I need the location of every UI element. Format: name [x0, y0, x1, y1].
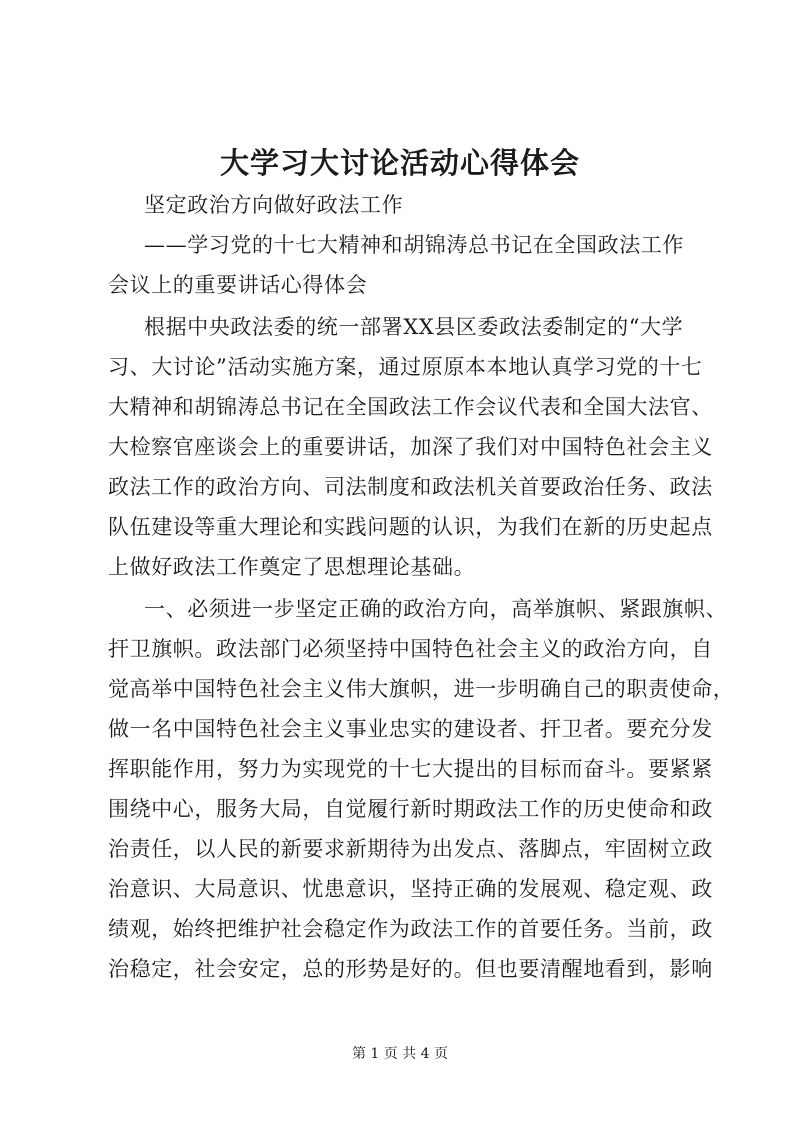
paragraph-line: 一、必须进一步坚定正确的政治方向，高举旗帜、紧跟旗帜、 [144, 597, 728, 621]
page-number-footer: 第 1 页 共 4 页 [351, 1046, 449, 1062]
paragraph-line: 治意识、大局意识、忧患意识，坚持正确的发展观、稳定观、政 [108, 877, 713, 901]
paragraph-line: 觉高举中国特色社会主义伟大旗帜，进一步明确自己的职责使命， [108, 677, 735, 701]
paragraph-line: 队伍建设等重大理论和实践问题的认识，为我们在新的历史起点 [108, 515, 713, 539]
paragraph-line: 治稳定，社会安定，总的形势是好的。但也要清醒地看到，影响 [108, 957, 713, 981]
subtitle-line-1: ——学习党的十七大精神和胡锦涛总书记在全国政法工作 [144, 233, 684, 257]
document-title: 大学习大讨论活动心得体会 [219, 146, 580, 180]
paragraph-line: 上做好政法工作奠定了思想理论基础。 [108, 555, 476, 579]
paragraph-line: 挥职能作用，努力为实现党的十七大提出的目标而奋斗。要紧紧 [108, 757, 713, 781]
paragraph-line: 围绕中心，服务大局，自觉履行新时期政法工作的历史使命和政 [108, 797, 713, 821]
paragraph-line: 政法工作的政治方向、司法制度和政法机关首要政治任务、政法 [108, 475, 713, 499]
subtitle: 坚定政治方向做好政法工作 [144, 193, 404, 217]
paragraph-line: 大精神和胡锦涛总书记在全国政法工作会议代表和全国大法官、 [108, 395, 713, 419]
subtitle-line-2: 会议上的重要讲话心得体会 [108, 273, 368, 297]
paragraph-line: 扞卫旗帜。政法部门必须坚持中国特色社会主义的政治方向，自 [108, 637, 713, 661]
paragraph-line: 根据中央政法委的统一部署XX县区委政法委制定的“大学 [144, 315, 684, 339]
paragraph-line: 大检察官座谈会上的重要讲话，加深了我们对中国特色社会主义 [108, 435, 713, 459]
paragraph-line: 治责任，以人民的新要求新期待为出发点、落脚点，牢固树立政 [108, 837, 713, 861]
paragraph-line: 做一名中国特色社会主义事业忠实的建设者、扞卫者。要充分发 [108, 717, 713, 741]
paragraph-line: 习、大讨论”活动实施方案，通过原原本本地认真学习党的十七 [108, 355, 703, 379]
paragraph-line: 绩观，始终把维护社会稳定作为政法工作的首要任务。当前，政 [108, 917, 713, 941]
